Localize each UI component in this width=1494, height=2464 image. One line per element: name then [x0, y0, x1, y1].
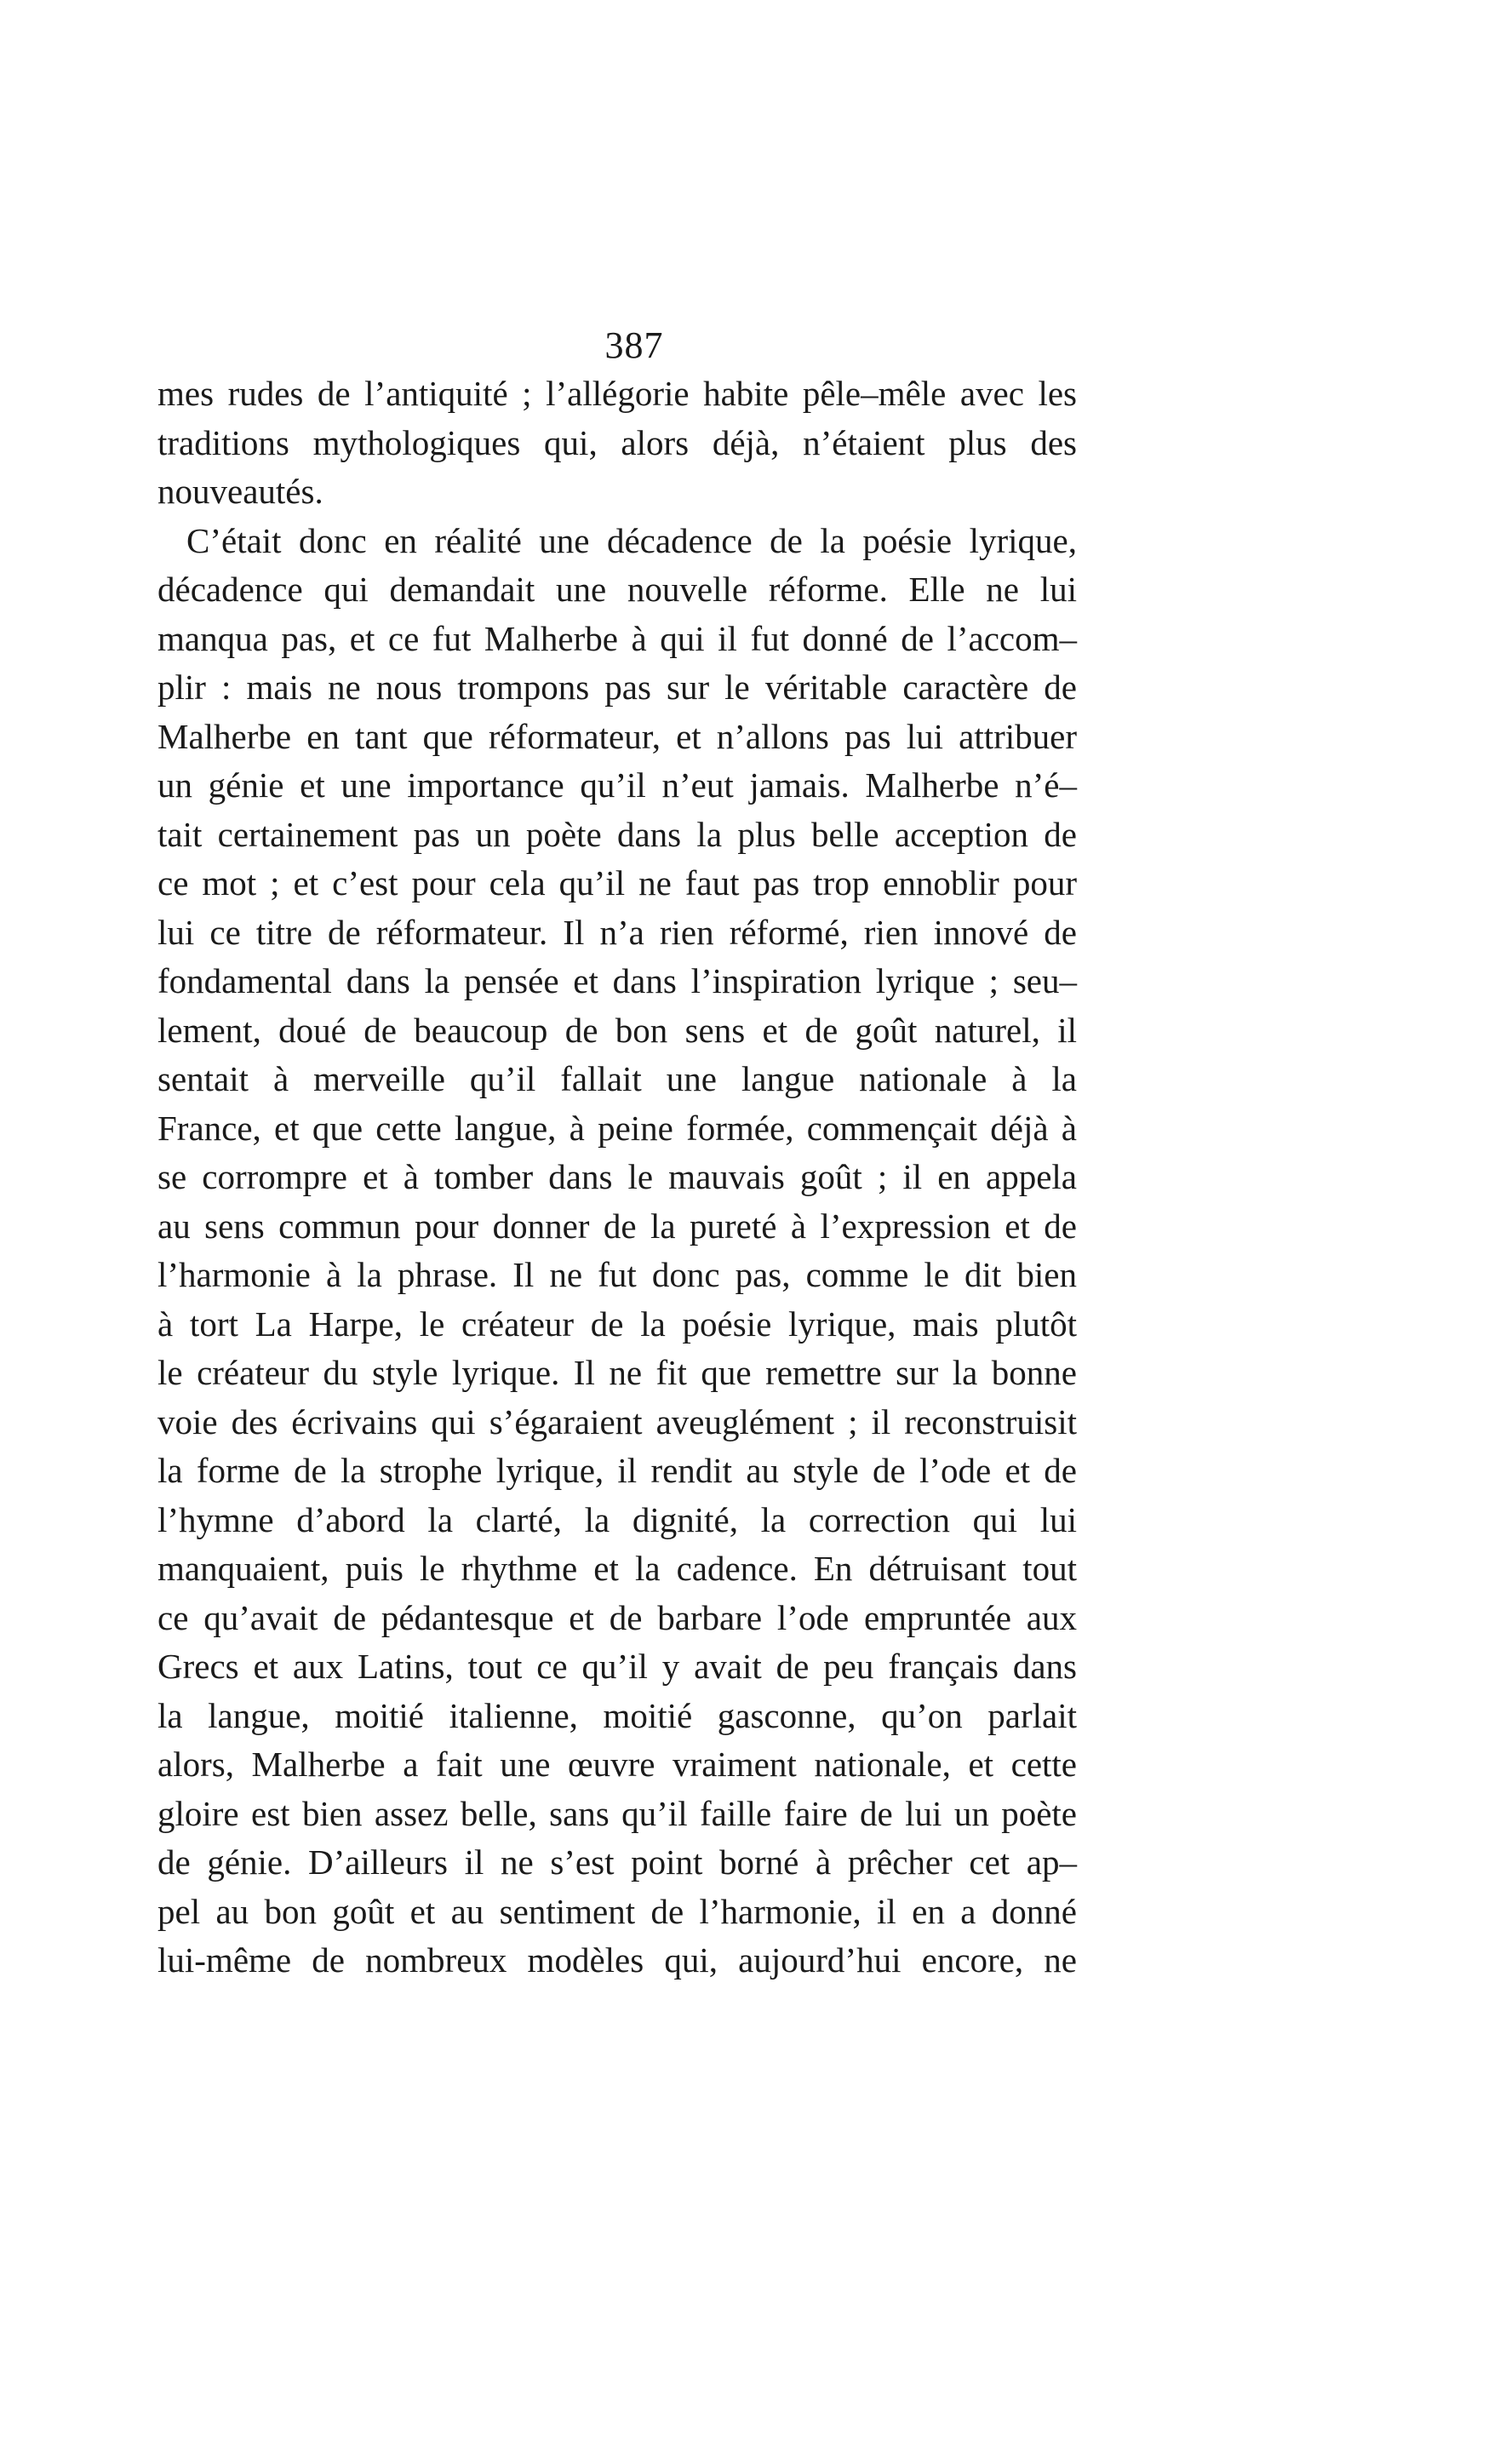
page-number: 387 [604, 324, 664, 366]
text-line: C’était donc en réalité une décadence de la poésie lyrique, [186, 520, 1077, 560]
text-line: la forme de la strophe lyrique, il rendit au style de l’ode et de [157, 1451, 1077, 1490]
text-line: France, et que cette langue, à peine formée, commençait déjà à [157, 1108, 1077, 1148]
text-line: fondamental dans la pensée et dans l’inspiration lyrique ; seu– [157, 961, 1077, 1000]
text-line: lui ce titre de réformateur. Il n’a rien réformé, rien innové de [157, 912, 1077, 952]
text-line: tait certainement pas un poète dans la plus belle acception de [157, 814, 1077, 854]
text-line: à tort La Harpe, le créateur de la poésie lyrique, mais plutôt [157, 1304, 1077, 1344]
text-line: traditions mythologiques qui, alors déjà, n’étaient plus des [157, 422, 1077, 462]
text-line: voie des écrivains qui s’égaraient aveuglément ; il reconstruisit [157, 1401, 1077, 1441]
text-line: l’hymne d’abord la clarté, la dignité, la correction qui lui [157, 1499, 1077, 1539]
text-line: la langue, moitié italienne, moitié gasconne, qu’on parlait [157, 1695, 1077, 1735]
text-line: gloire est bien assez belle, sans qu’il faille faire de lui un poète [157, 1793, 1077, 1833]
text-line: nouveautés. [157, 472, 323, 511]
text-line: mes rudes de l’antiquité ; l’allégorie habite pêle–mêle avec les [157, 374, 1077, 413]
text-line: ce qu’avait de pédantesque et de barbare l’ode empruntée aux [157, 1597, 1077, 1637]
text-line: décadence qui demandait une nouvelle réforme. Elle ne lui [157, 570, 1077, 609]
body-text [157, 370, 1077, 1986]
text-line: sentait à merveille qu’il fallait une langue nationale à la [157, 1059, 1077, 1098]
text-line: pel au bon goût et au sentiment de l’harmonie, il en a donné [157, 1891, 1077, 1931]
text-line: se corrompre et à tomber dans le mauvais goût ; il en appela [157, 1157, 1077, 1196]
text-line: Malherbe en tant que réformateur, et n’allons pas lui attribuer [157, 716, 1077, 756]
text-line: un génie et une importance qu’il n’eut jamais. Malherbe n’é– [157, 765, 1077, 805]
text-line: l’harmonie à la phrase. Il ne fut donc pas, comme le dit bien [157, 1255, 1077, 1294]
text-line: alors, Malherbe a fait une œuvre vraiment nationale, et cette [157, 1745, 1077, 1784]
text-line: ce mot ; et c’est pour cela qu’il ne faut pas trop ennoblir pour [157, 863, 1077, 903]
text-line: manquaient, puis le rhythme et la cadence. En détruisant tout [157, 1549, 1077, 1588]
text-line: de génie. D’ailleurs il ne s’est point borné à prêcher cet ap– [157, 1842, 1077, 1882]
text-line: lement, doué de beaucoup de bon sens et de goût naturel, il [157, 1010, 1077, 1050]
text-line: lui-même de nombreux modèles qui, aujourd’hui encore, ne [157, 1940, 1077, 1980]
text-line: le créateur du style lyrique. Il ne fit que remettre sur la bonne [157, 1353, 1077, 1392]
text-line: manqua pas, et ce fut Malherbe à qui il fut donné de l’accom– [157, 618, 1077, 658]
text-line: plir : mais ne nous trompons pas sur le véritable caractère de [157, 668, 1077, 707]
text-line: au sens commun pour donner de la pureté à l’expression et de [157, 1206, 1077, 1246]
text-line: Grecs et aux Latins, tout ce qu’il y avait de peu français dans [157, 1647, 1077, 1686]
